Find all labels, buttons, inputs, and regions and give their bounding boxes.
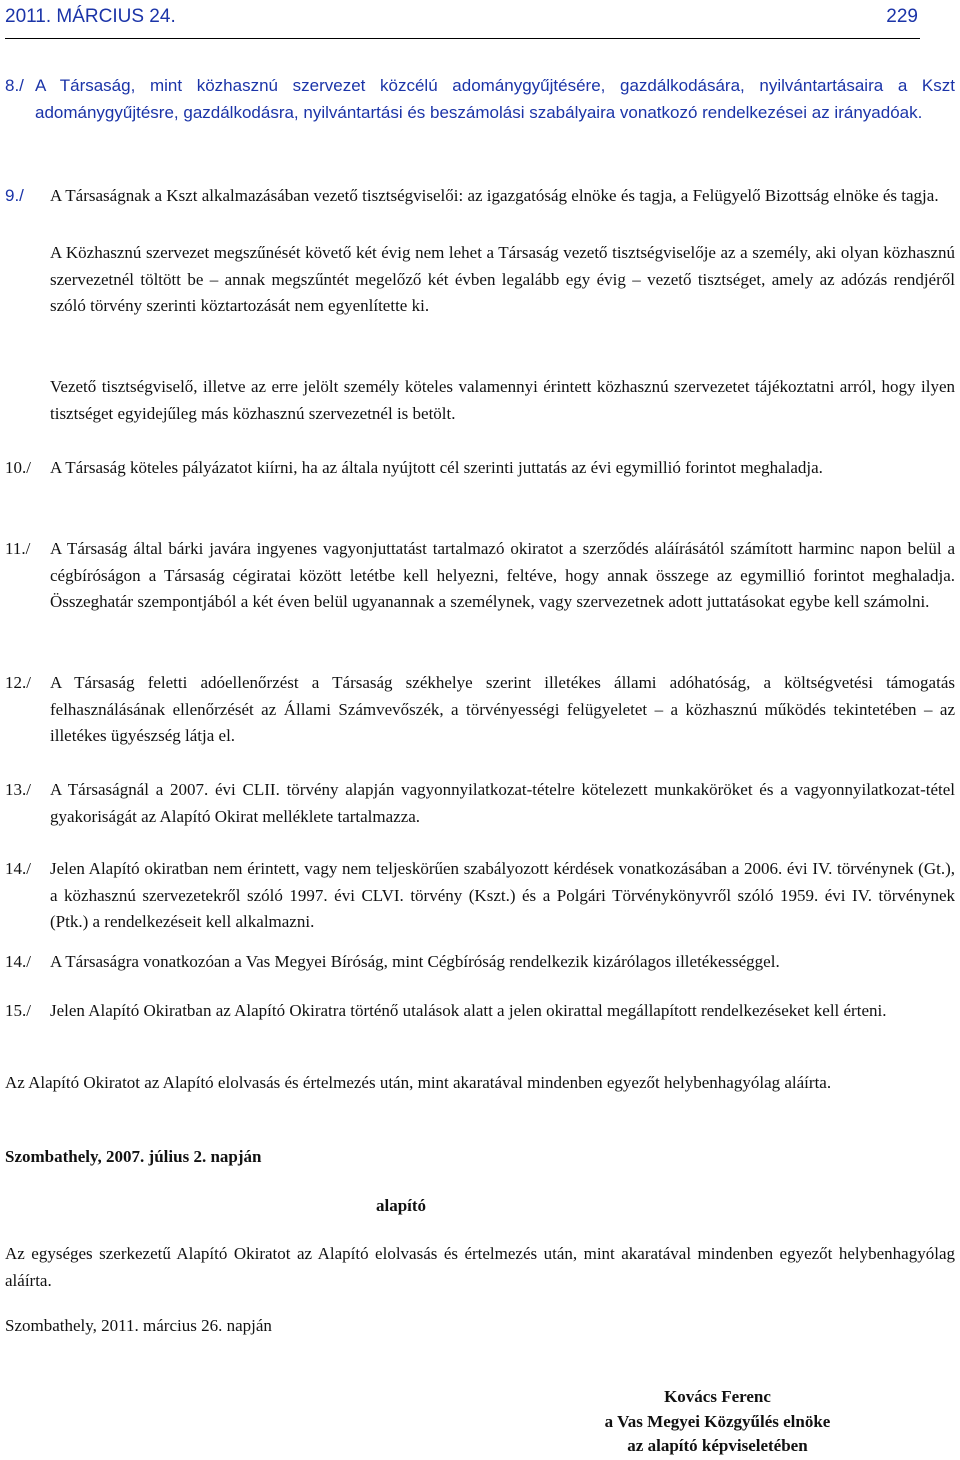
section-12 [5, 670, 955, 750]
closing-statement-consolidated: Az egységes szerkezetű Alapító Okiratot az Alapító elolvasás és értelmezés után, mint akaratával mindenben egyezőt helybenhagyólag aláírta. [5, 1244, 955, 1290]
section-number: 14./ [5, 952, 31, 971]
place-and-date-2007: Szombathely, 2007. július 2. napján [5, 1147, 262, 1166]
section-9-paragraph-1: A Közhasznú szervezet megszűnését követő két évig nem lehet a Társaság vezető tisztségviselője az a személy, aki olyan közhasznú szervezetnél töltött be – annak megszűntét megelőző két évben legalább egy évig – vezető tisztséget, amely az adózás rendjéről szóló törvény szerinti köztartozását nem egyenlítette ki. [50, 243, 955, 315]
section-14-jurisdiction [5, 949, 955, 976]
section-text: A Társaság köteles pályázatot kiírni, ha az általa nyújtott cél szerinti juttatás az évi egymillió forintot meghaladja. [50, 458, 823, 477]
section-number: 11./ [5, 539, 31, 558]
section-text: Jelen Alapító okiratban nem érintett, vagy nem teljeskörűen szabályozott kérdések vonatkozásában a 2006. évi IV. törvénynek (Gt.), a közhasznú szervezetekről szóló 1997. évi CLVI. törvény (Kszt.) és a Polgári Törvénykönyvről szóló 1959. évi IV. törvénynek (Ptk.) a rendelkezéseit kell alkalmazni. [50, 859, 955, 931]
section-9 [5, 183, 955, 210]
section-number: 9./ [5, 186, 24, 205]
section-11 [5, 536, 955, 616]
section-text: A Társaságnál a 2007. évi CLII. törvény alapján vagyonnyilatkozat-tételre kötelezett munkaköröket és a vagyonnyilatkozat-tétel gyakoriságát az Alapító Okirat melléklete tartalmazza. [50, 780, 955, 826]
signatory-title: a Vas Megyei Közgyűlés elnöke [604, 1411, 831, 1431]
section-text: A Társaságra vonatkozóan a Vas Megyei Bíróság, mint Cégbíróság rendelkezik kizárólagos illetékességgel. [50, 952, 780, 971]
section-text: A Társaságnak a Kszt alkalmazásában vezető tisztségviselői: az igazgatóság elnöke és tagja, a Felügyelő Bizottság elnöke és tagja. [50, 186, 939, 205]
section-number: 8./ [5, 76, 24, 95]
section-14 [5, 856, 955, 936]
section-number: 10./ [5, 458, 31, 477]
section-text: A Társaság által bárki javára ingyenes vagyonjuttatást tartalmazó okiratot a szerződés aláírásától számított harminc napon belül a cégbíróságon a Társaság cégiratai között letétbe kell helyezni, feltéve, hogy annak összege az egymillió forintot meghaladja. Összeghatár szempontjából a két éven belül ugyanannak a személynek, vagy szervezetnek adott juttatásokat egybe kell számolni. [50, 539, 955, 611]
section-15 [5, 998, 955, 1025]
section-number: 15./ [5, 1001, 31, 1020]
founder-label: alapító [376, 1196, 427, 1215]
signature-block [560, 1385, 875, 1459]
page-number: 229 [886, 6, 918, 27]
page-header [5, 0, 920, 39]
section-text: A Társaság, mint közhasznú szervezet közcélú adománygyűjtésére, gazdálkodására, nyilvántartásaira a Kszt adománygyűjtésre, gazdálkodásra, nyilvántartási és beszámolási szabályaira vonatkozó rendelkezései az irányadóak. [35, 76, 955, 122]
closing-statement: Az Alapító Okiratot az Alapító elolvasás és értelmezés után, mint akaratával mindenben egyezőt helybenhagyólag aláírta. [5, 1073, 832, 1092]
section-number: 14./ [5, 859, 31, 878]
section-13 [5, 777, 955, 830]
section-10 [5, 455, 955, 482]
place-and-date-2011: Szombathely, 2011. március 26. napján [5, 1316, 272, 1335]
section-text: A Társaság feletti adóellenőrzést a Társaság székhelye szerint illetékes állami adóhatóság, a költségvetési támogatás felhasználásának ellenőrzését az Állami Számvevőszék, a törvényességi felügyeletet – a közhasznú működés tekintetében – az illetékes ügyészség látja el. [50, 673, 955, 745]
signatory-name: Kovács Ferenc [664, 1387, 771, 1406]
section-9-paragraph-2: Vezető tisztségviselő, illetve az erre jelölt személy köteles valamennyi érintett közhasznú szervezetet tájékoztatni arról, hogy ilyen tisztséget egyidejűleg más közhasznú szervezetnél is betölt. [50, 377, 955, 423]
section-number: 12./ [5, 673, 31, 692]
signatory-role: az alapító képviseletében [627, 1436, 808, 1455]
section-8 [5, 73, 955, 126]
header-date: 2011. MÁRCIUS 24. [5, 6, 176, 27]
section-number: 13./ [5, 780, 31, 799]
section-text: Jelen Alapító Okiratban az Alapító Okiratra történő utalások alatt a jelen okirattal megállapított rendelkezéseket kell érteni. [50, 1001, 887, 1020]
